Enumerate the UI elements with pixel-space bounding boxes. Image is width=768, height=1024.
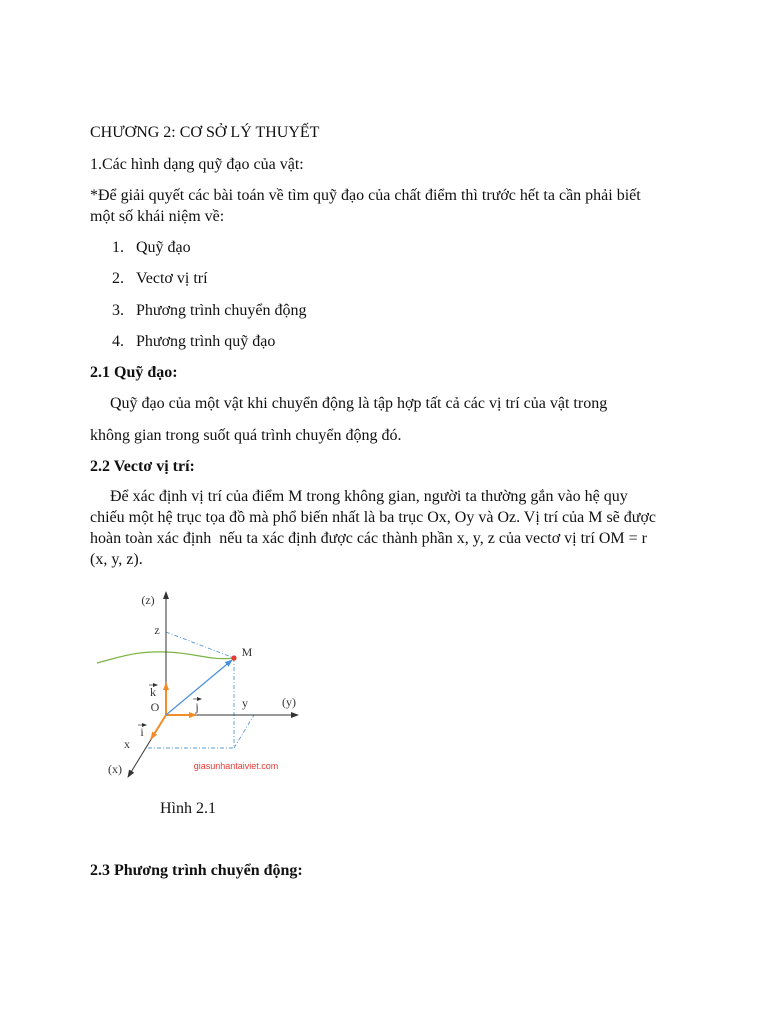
figure-caption: Hình 2.1 xyxy=(160,800,216,817)
unit-vector-i-label: i xyxy=(140,725,144,739)
chapter-title: CHƯƠNG 2: CƠ SỞ LÝ THUYẾT xyxy=(90,124,320,141)
projection-line-z-to-m xyxy=(166,632,234,658)
origin-label: O xyxy=(150,700,160,714)
section-2-1-heading: 2.1 Quỹ đạo: xyxy=(90,364,178,381)
x-coordinate-label: x xyxy=(124,737,130,751)
figure-watermark: giasunhantaiviet.com xyxy=(193,761,279,771)
section-1-heading: 1.Các hình dạng quỹ đạo của vật: xyxy=(90,156,304,173)
section-2-2-line-2: chiếu một hệ trục tọa đồ mà phổ biến nhất là ba trục Ox, Oy và Oz. Vị trí của M sẽ được xyxy=(90,509,657,526)
list-item-text: Phương trình chuyển động xyxy=(136,302,307,319)
intro-line-1: *Để giải quyết các bài toán về tìm quỹ đạo của chất điểm thì trước hết ta cần phải biết xyxy=(90,187,641,204)
z-axis-label: (z) xyxy=(141,593,155,607)
list-item-text: Phương trình quỹ đạo xyxy=(136,333,276,350)
list-item-number: 3. xyxy=(112,302,124,319)
section-2-2-line-4: (x, y, z). xyxy=(90,551,143,568)
list-item-number: 4. xyxy=(112,333,124,350)
list-item-number: 1. xyxy=(112,239,124,256)
list-item-number: 2. xyxy=(112,270,124,287)
y-coordinate-label: y xyxy=(242,696,248,710)
unit-vector-k-label: k xyxy=(150,685,156,699)
point-m-dot xyxy=(231,655,236,660)
y-axis-label: (y) xyxy=(282,695,296,709)
point-m-label: M xyxy=(241,645,253,659)
figure-2-1-diagram xyxy=(90,585,310,785)
section-2-2-heading: 2.2 Vectơ vị trí: xyxy=(90,458,195,475)
list-item-text: Quỹ đạo xyxy=(136,239,191,256)
projection-line-base-to-y xyxy=(234,715,254,748)
section-2-3-heading: 2.3 Phương trình chuyển động: xyxy=(90,862,303,879)
intro-line-2: một số khái niệm về: xyxy=(90,208,225,225)
section-2-1-line-1: Quỹ đạo của một vật khi chuyển động là tập hợp tất cả các vị trí của vật trong xyxy=(110,395,608,412)
z-coordinate-label: z xyxy=(154,623,160,637)
unit-vector-j-label: j xyxy=(195,700,199,714)
section-2-2-line-1: Để xác định vị trí của điểm M trong không gian, người ta thường gắn vào hệ quy xyxy=(110,488,628,505)
projection-lines xyxy=(148,632,254,748)
section-2-2-line-3: hoàn toàn xác định nếu ta xác định được các thành phần x, y, z của vectơ vị trí OM = r xyxy=(90,530,647,547)
unit-vector-i-arrow xyxy=(151,715,166,739)
section-2-1-line-2: không gian trong suốt quá trình chuyển động đó. xyxy=(90,427,402,444)
x-axis-label: (x) xyxy=(108,762,122,776)
position-vector-om xyxy=(166,660,232,715)
list-item-text: Vectơ vị trí xyxy=(136,270,208,287)
